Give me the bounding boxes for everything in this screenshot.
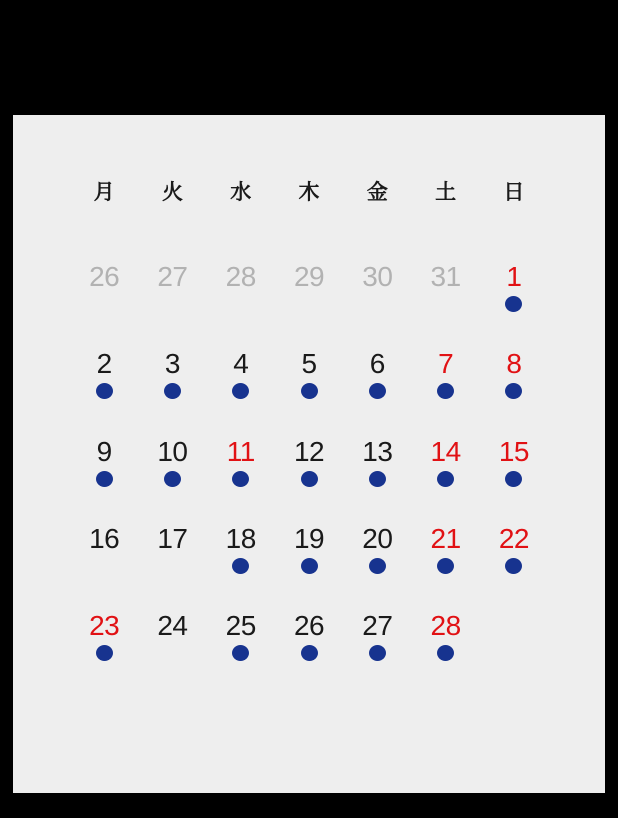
calendar-day[interactable]	[343, 611, 411, 698]
day-number: 21	[430, 522, 461, 554]
availability-dot	[232, 471, 249, 487]
day-number: 28	[430, 610, 461, 642]
day-number: 13	[362, 435, 393, 467]
availability-dot	[301, 471, 318, 487]
day-number: 7	[438, 348, 454, 380]
day-number: 28	[225, 261, 256, 292]
availability-dot	[301, 383, 318, 399]
availability-dot	[232, 558, 249, 574]
calendar-day	[138, 524, 206, 611]
calendar-panel	[13, 115, 605, 793]
day-number: 6	[369, 348, 385, 380]
availability-dot	[505, 471, 522, 487]
calendar-day[interactable]	[70, 349, 138, 436]
calendar-day[interactable]	[207, 349, 275, 436]
day-number: 15	[498, 435, 529, 467]
calendar-day[interactable]	[480, 349, 548, 436]
calendar-day[interactable]	[480, 524, 548, 611]
calendar-day[interactable]	[480, 262, 548, 349]
calendar-day	[70, 524, 138, 611]
day-number: 24	[157, 610, 188, 642]
calendar-week-row	[70, 524, 548, 611]
day-number: 1	[506, 261, 522, 292]
weekday-mon: 月	[93, 181, 115, 204]
availability-dot	[96, 471, 113, 487]
availability-dot	[505, 558, 522, 574]
day-number: 16	[89, 522, 120, 554]
weekday-tue: 火	[161, 181, 183, 204]
weekday-sat: 土	[435, 181, 457, 204]
availability-dot	[301, 558, 318, 574]
day-number: 4	[233, 348, 249, 380]
calendar-day	[207, 262, 275, 349]
day-number: 27	[362, 610, 393, 642]
day-number: 19	[293, 522, 325, 554]
day-number: 14	[430, 435, 461, 467]
calendar-day[interactable]	[138, 437, 206, 524]
day-number: 25	[225, 610, 256, 642]
day-number: 30	[362, 261, 393, 292]
day-number: 10	[157, 435, 188, 467]
availability-dot	[437, 471, 454, 487]
availability-dot	[369, 558, 386, 574]
day-number: 11	[226, 435, 255, 467]
availability-dot	[301, 645, 318, 661]
calendar-week-row	[70, 437, 548, 524]
calendar-day[interactable]	[207, 611, 275, 698]
weekday-wed: 水	[230, 181, 252, 204]
calendar-day[interactable]	[343, 524, 411, 611]
day-number: 22	[498, 522, 529, 554]
calendar-weeks	[70, 262, 548, 698]
calendar-day	[70, 262, 138, 349]
availability-dot	[505, 296, 522, 312]
availability-dot	[437, 383, 454, 399]
calendar-week-row	[70, 349, 548, 436]
day-number: 31	[430, 261, 461, 292]
day-number: 8	[506, 348, 522, 380]
day-number: 26	[293, 610, 325, 642]
day-number: 27	[157, 261, 188, 292]
calendar-day[interactable]	[275, 524, 343, 611]
calendar-day	[138, 611, 206, 698]
day-number: 9	[96, 435, 112, 467]
calendar-day	[411, 262, 479, 349]
availability-dot	[437, 645, 454, 661]
availability-dot	[232, 383, 249, 399]
calendar-day[interactable]	[275, 611, 343, 698]
day-number: 5	[301, 348, 317, 380]
calendar-day[interactable]	[138, 349, 206, 436]
day-number: 23	[89, 610, 120, 642]
availability-dot	[164, 383, 181, 399]
day-number: 12	[293, 435, 325, 467]
availability-dot	[164, 471, 181, 487]
calendar-week-row	[70, 262, 548, 349]
calendar-day[interactable]	[411, 611, 479, 698]
calendar-day[interactable]	[411, 524, 479, 611]
calendar-day	[343, 262, 411, 349]
calendar-day[interactable]	[70, 437, 138, 524]
weekday-thu: 木	[298, 181, 320, 204]
day-number: 2	[96, 348, 112, 380]
day-number: 29	[293, 261, 325, 292]
day-number: 3	[164, 348, 180, 380]
calendar-day[interactable]	[411, 349, 479, 436]
day-number: 17	[157, 522, 188, 554]
availability-dot	[505, 383, 522, 399]
availability-dot	[96, 645, 113, 661]
calendar-day[interactable]	[275, 437, 343, 524]
day-number: 26	[89, 261, 120, 292]
calendar-day[interactable]	[343, 437, 411, 524]
calendar-day-empty	[480, 611, 548, 698]
weekday-fri: 金	[366, 181, 388, 204]
availability-dot	[369, 645, 386, 661]
weekday-header	[70, 178, 548, 208]
calendar-day	[138, 262, 206, 349]
availability-dot	[232, 645, 249, 661]
calendar-day[interactable]	[70, 611, 138, 698]
calendar-day[interactable]	[343, 349, 411, 436]
availability-dot	[437, 558, 454, 574]
calendar-day[interactable]	[207, 524, 275, 611]
calendar-day[interactable]	[207, 437, 275, 524]
availability-dot	[96, 383, 113, 399]
calendar-day[interactable]	[411, 437, 479, 524]
weekday-sun: 日	[503, 181, 525, 204]
availability-dot	[369, 383, 386, 399]
calendar-day[interactable]	[275, 349, 343, 436]
availability-dot	[369, 471, 386, 487]
day-number: 18	[225, 522, 256, 554]
calendar-day	[275, 262, 343, 349]
calendar-day[interactable]	[480, 437, 548, 524]
calendar-week-row	[70, 611, 548, 698]
day-number: 20	[362, 522, 393, 554]
